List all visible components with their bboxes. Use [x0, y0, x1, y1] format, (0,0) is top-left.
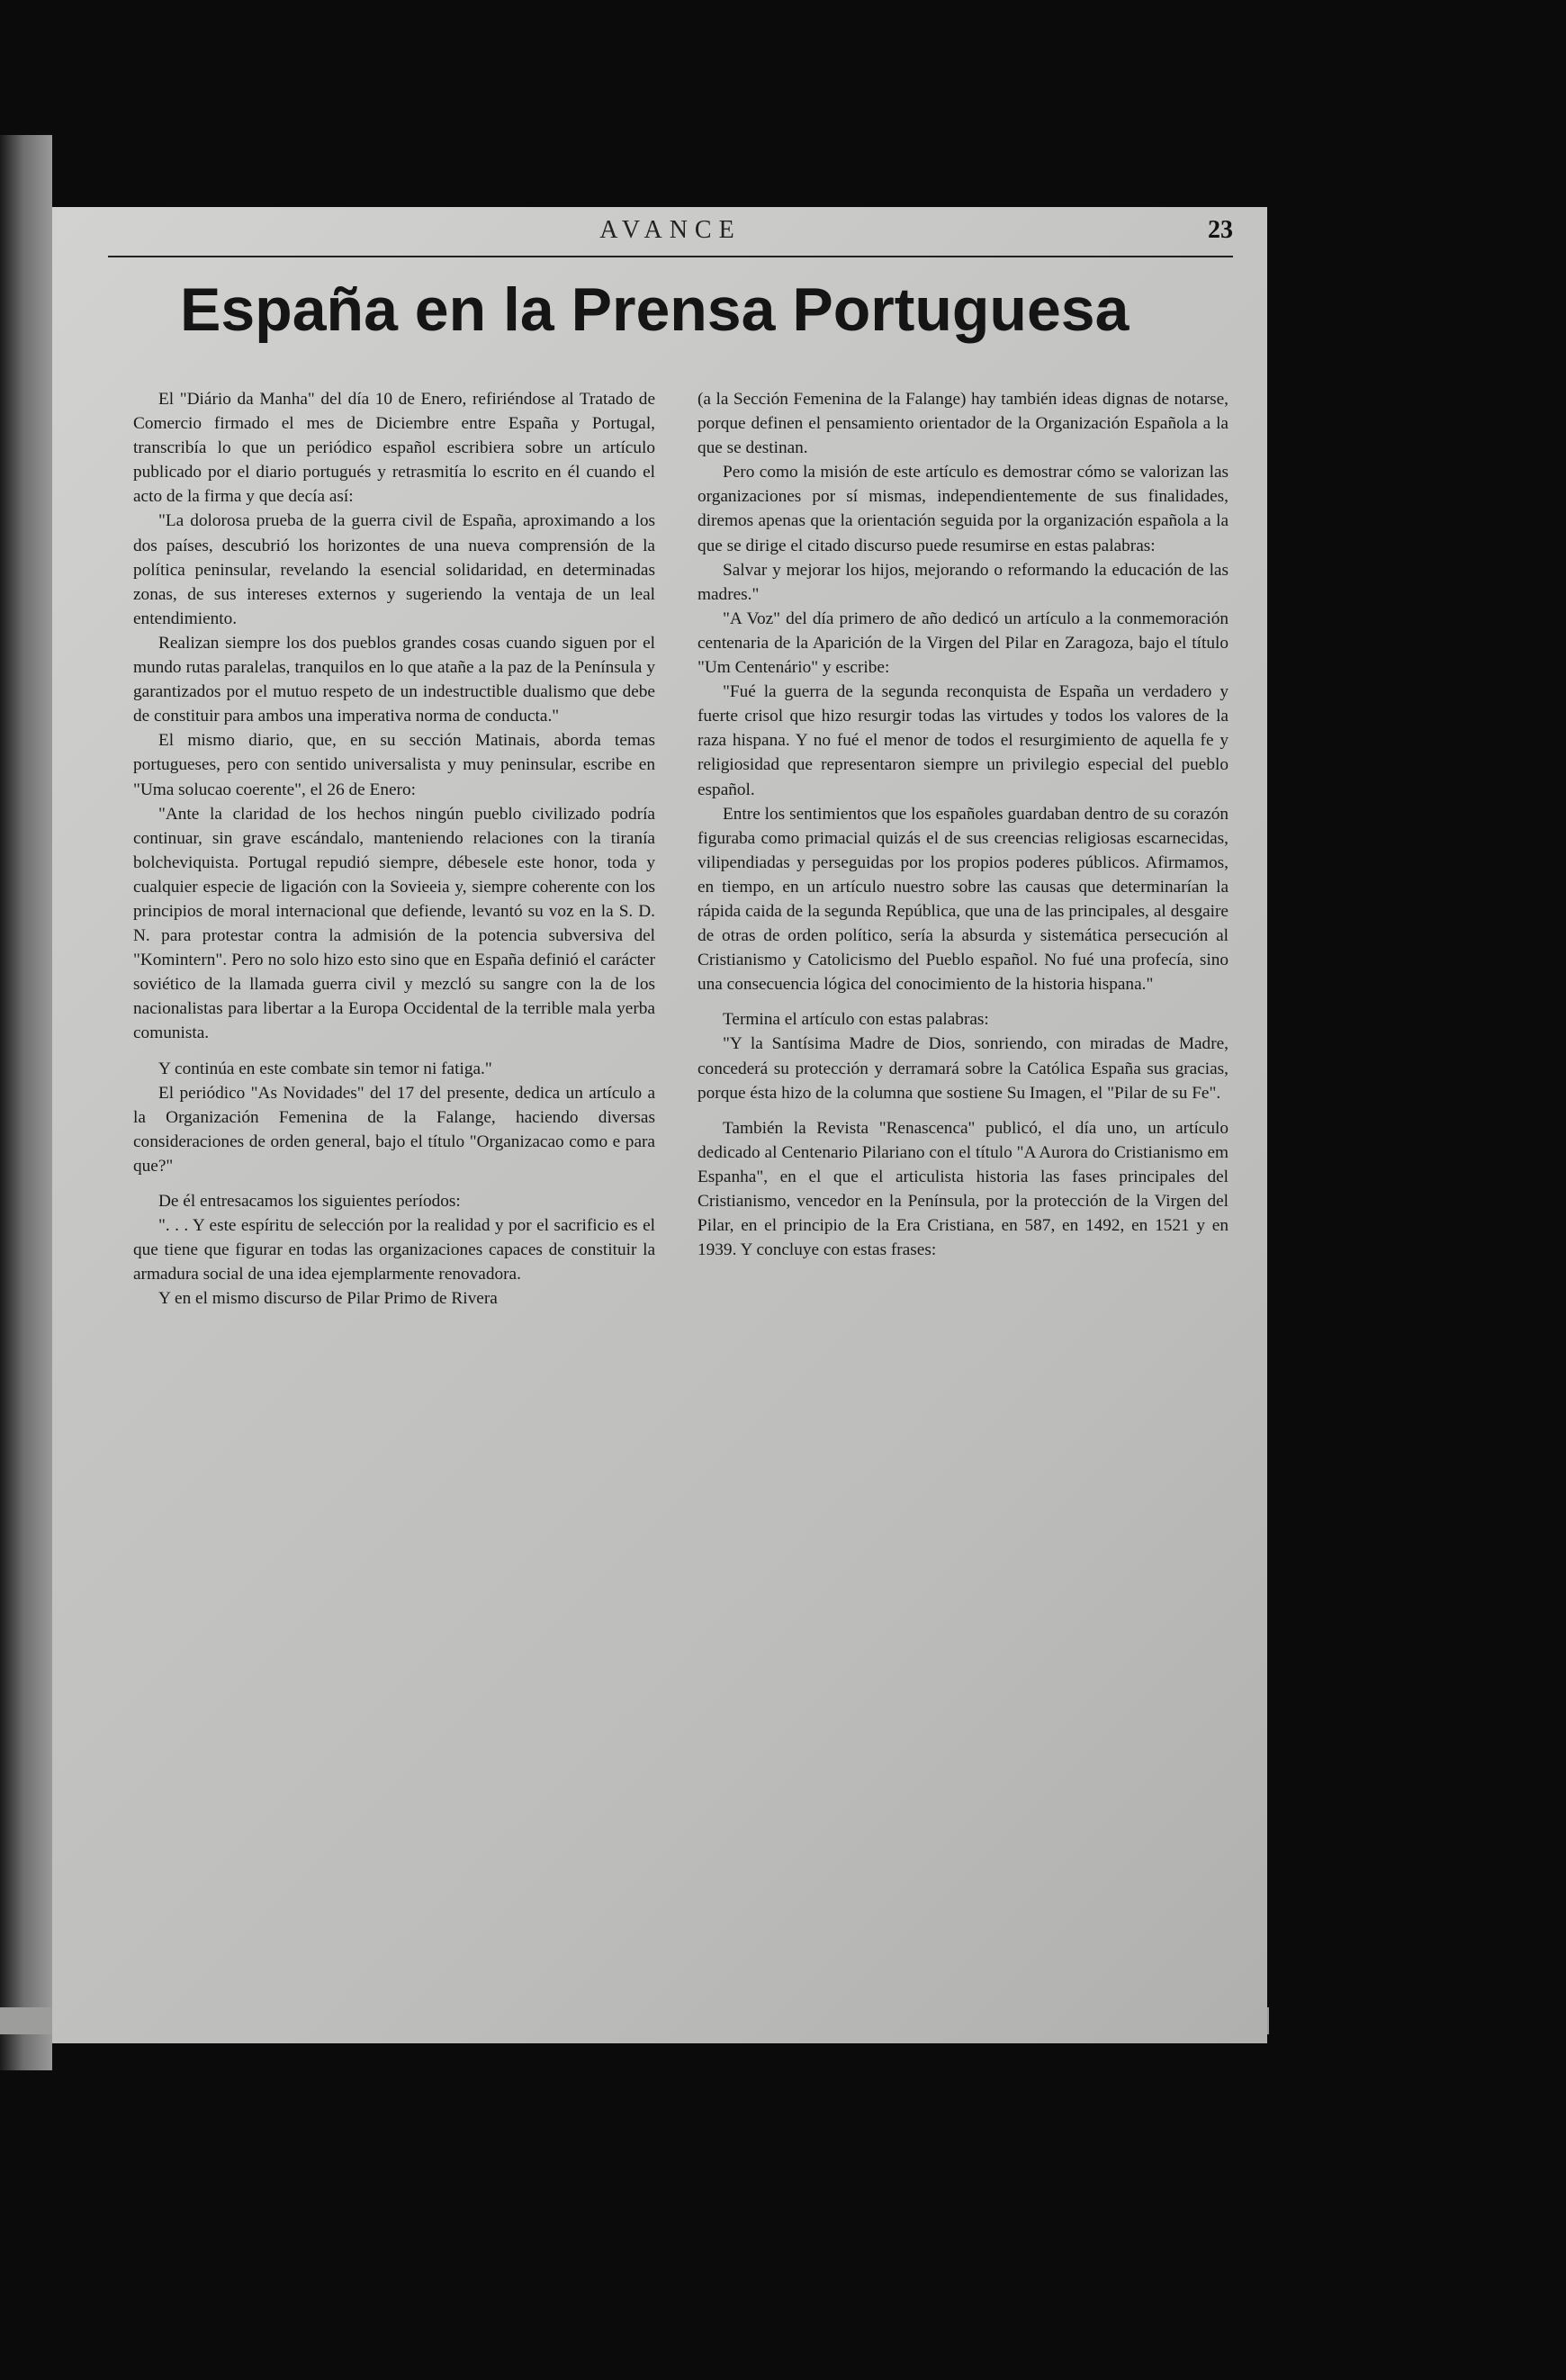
paragraph: Y en el mismo discurso de Pilar Primo de Rivera	[158, 1289, 498, 1309]
paragraph: El mismo diario, que, en su sección Matinais, aborda temas portugueses, pero con sentido universalista y muy peninsular, escribe en "Uma solucao coerente", el 26 de Enero:	[133, 731, 655, 799]
page-number: 23	[1208, 216, 1233, 244]
paragraph: (a la Sección Femenina de la Falange) hay también ideas dignas de notarse, porque definen el pensamiento orientador de la Organización Española a la que se destinan.	[698, 390, 1228, 458]
paragraph: Entre los sentimientos que los españoles guardaban dentro de su corazón figuraba como primacial quizás el de sus creencias religiosas escarnecidas, vilipendiadas y perseguidas por los propios poderes públicos. Afirmamos, en tiempo, en un artículo nuestro sobre las causas que determinarían la rápida caida de la segunda República, que una de las principales, al desgaire de otras de orden político, sería la absurda y sistemática persecución al Cristianismo y Catolicismo del Pueblo español. No fué una profecía, sino una consecuencia lógica del conocimiento de la historia hispana."	[698, 804, 1228, 995]
adjacent-page-edge	[0, 135, 52, 2070]
paragraph: De él entresacamos los siguientes períodos:	[158, 1192, 461, 1211]
article-title: España en la Prensa Portuguesa	[180, 275, 1130, 344]
paragraph: También la Revista "Renascenca" publicó, el día uno, un artículo dedicado al Centenario Pilariano con el título "A Aurora do Cristianismo em Espanha", en el que el articulista historia las fases principales del Cristianismo, vencedor en la Península, por la protección de la Virgen del Pilar, en el principio de la Era Cristiana, en 587, en 1492, en 1521 y en 1939. Y concluye con estas frases:	[698, 1118, 1228, 1260]
paragraph: "La dolorosa prueba de la guerra civil de España, aproximando a los dos países, descubrió los horizontes de una nueva comprensión de la política peninsular, revelando la esencial solidaridad, en determinadas zonas, de sus intereses externos y sugeriendo la ventaja de un leal entendimiento.	[133, 511, 655, 628]
paragraph: Realizan siempre los dos pueblos grandes cosas cuando siguen por el mundo rutas paralelas, tranquilos en lo que atañe a la paz de la Península y garantizados por el mutuo respeto de un indestructible dualismo que debe de constituir para ambos una imperativa norma de conducta."	[133, 633, 655, 726]
paragraph: El "Diário da Manha" del día 10 de Enero, refiriéndose al Tratado de Comercio firmado el mes de Diciembre entre España y Portugal, transcribía lo que un periódico español escribiera sobre un artículo publicado por el diario portugués y retrasmitía lo escrito en él cuando el acto de la firma y que decía así:	[133, 390, 655, 507]
running-title: AVANCE	[599, 216, 742, 244]
paragraph: Salvar y mejorar los hijos, mejorando o reformando la educación de las madres."	[698, 560, 1228, 604]
paragraph: Pero como la misión de este artículo es demostrar cómo se valorizan las organizaciones por sí mismas, independientemente de sus finalidades, diremos apenas que la orientación seguida por la organización española a la que se dirige el citado discurso puede resumirse en estas palabras:	[698, 463, 1228, 555]
paragraph: Termina el artículo con estas palabras:	[723, 1010, 989, 1030]
paragraph: Y continúa en este combate sin temor ni fatiga."	[158, 1059, 492, 1078]
running-header	[108, 216, 1233, 257]
paragraph: El periódico "As Novidades" del 17 del presente, dedica un artículo a la Organización Femenina de la Falange, haciendo diversas consideraciones de orden general, bajo el título "Organizacao como e para que?"	[133, 1083, 655, 1176]
paragraph: "Y la Santísima Madre de Dios, sonriendo, con miradas de Madre, concederá su protección y derramará sobre la Católica España sus gracias, porque ésta hizo de la columna que sostiene Su Imagen, el "Pilar de su Fe".	[698, 1034, 1228, 1103]
paragraph: "Ante la claridad de los hechos ningún pueblo civilizado podría continuar, sin grave escándalo, manteniendo relaciones con la tiranía bolcheviquista. Portugal repudió siempre, débesele este honor, toda y cualquier especie de ligación con la Sovieeia y, siempre coherente con los principios de moral internacional que defiende, levantó su voz en la S. D. N. para protestar contra la admisión de la potencia subversiva del "Komintern". Pero no solo hizo esto sino que en España definió el carácter soviético de la llamada guerra civil y mezcló su sangre con la de los nacionalistas para libertar a la Europa Occidental de la terrible mala yerba comunista.	[133, 804, 655, 1043]
paragraph: ". . . Y este espíritu de selección por la realidad y por el sacrificio es el que tiene que figurar en todas las organizaciones capaces de constituir la armadura social de una idea ejemplarmente renovadora.	[133, 1216, 655, 1285]
paragraph: "A Voz" del día primero de año dedicó un artículo a la conmemoración centenaria de la Aparición de la Virgen del Pilar en Zaragoza, bajo el título "Um Centenário" y escribe:	[698, 609, 1228, 678]
left-column	[133, 387, 655, 1311]
right-column	[698, 387, 1228, 1262]
paragraph: "Fué la guerra de la segunda reconquista de España un verdadero y fuerte crisol que hizo resurgir todas las virtudes y todos los valores de la raza hispana. Y no fué el menor de todos el resurgimiento de aquella fe y religiosidad que representaron siempre un privilegio especial del pueblo español.	[698, 682, 1228, 799]
